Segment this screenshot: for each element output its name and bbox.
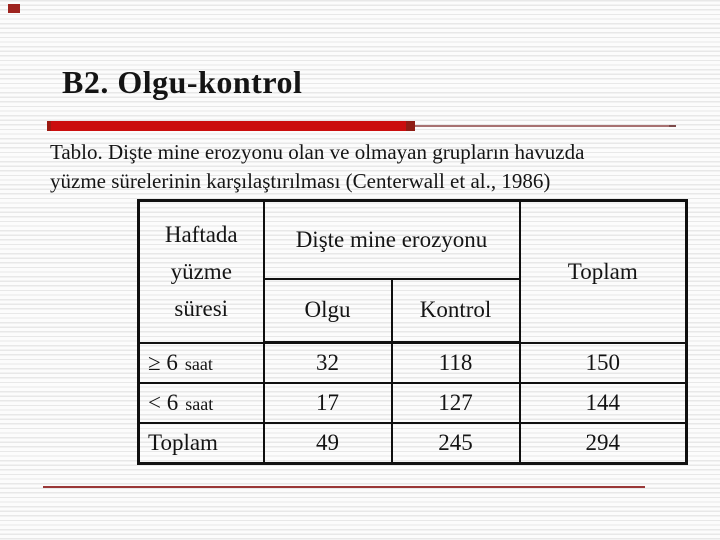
cell-kontrol: 118 [392,343,520,383]
cell-olgu: 49 [264,423,392,464]
row-label-value: Toplam [148,429,218,455]
row-label-value: < 6 [148,389,179,415]
table-row [139,343,687,383]
title-underline-bar-right-cap [406,121,415,131]
table-caption-line-1: Tablo. Dişte mine erozyonu olan ve olmayan grupların havuzda [50,140,585,164]
title-underline-thin-rule [415,125,676,127]
cell-toplam: 150 [520,343,687,383]
row-label-total [139,423,264,464]
data-table [137,199,688,465]
header-cell-row-label [139,201,264,343]
title-underline-thin-rule-end [669,125,676,127]
table-caption-line-2: yüzme sürelerinin karşılaştırılması (Centerwall et al., 1986) [50,169,551,193]
row-label-unit: saat [184,353,213,374]
row-label-value: ≥ 6 [148,349,178,375]
cell-kontrol: 127 [392,383,520,423]
cell-toplam: 144 [520,383,687,423]
slide-title: B2. Olgu-kontrol [62,64,303,100]
table-caption [50,138,690,196]
table-row [139,423,687,464]
cell-olgu: 32 [264,343,392,383]
row-label-unit: saat [185,393,214,414]
header-cell-kontrol: Kontrol [392,279,520,343]
cell-toplam: 294 [520,423,687,464]
row-label-ge6 [139,343,264,383]
header-row-label-line: Haftada [164,222,238,248]
header-row-label-line: yüzme [170,259,232,285]
header-row-label-line: süresi [174,296,229,322]
header-cell-olgu: Olgu [264,279,392,343]
header-cell-group: Dişte mine erozyonu [264,201,520,279]
cell-kontrol: 245 [392,423,520,464]
footer-rule [43,486,645,488]
row-label-lt6 [139,383,264,423]
title-underline-bar-left-cap [47,121,51,131]
header-cell-toplam: Toplam [520,201,687,343]
corner-accent-square [8,4,20,13]
table-row [139,383,687,423]
cell-olgu: 17 [264,383,392,423]
title-underline-bar [47,121,415,131]
